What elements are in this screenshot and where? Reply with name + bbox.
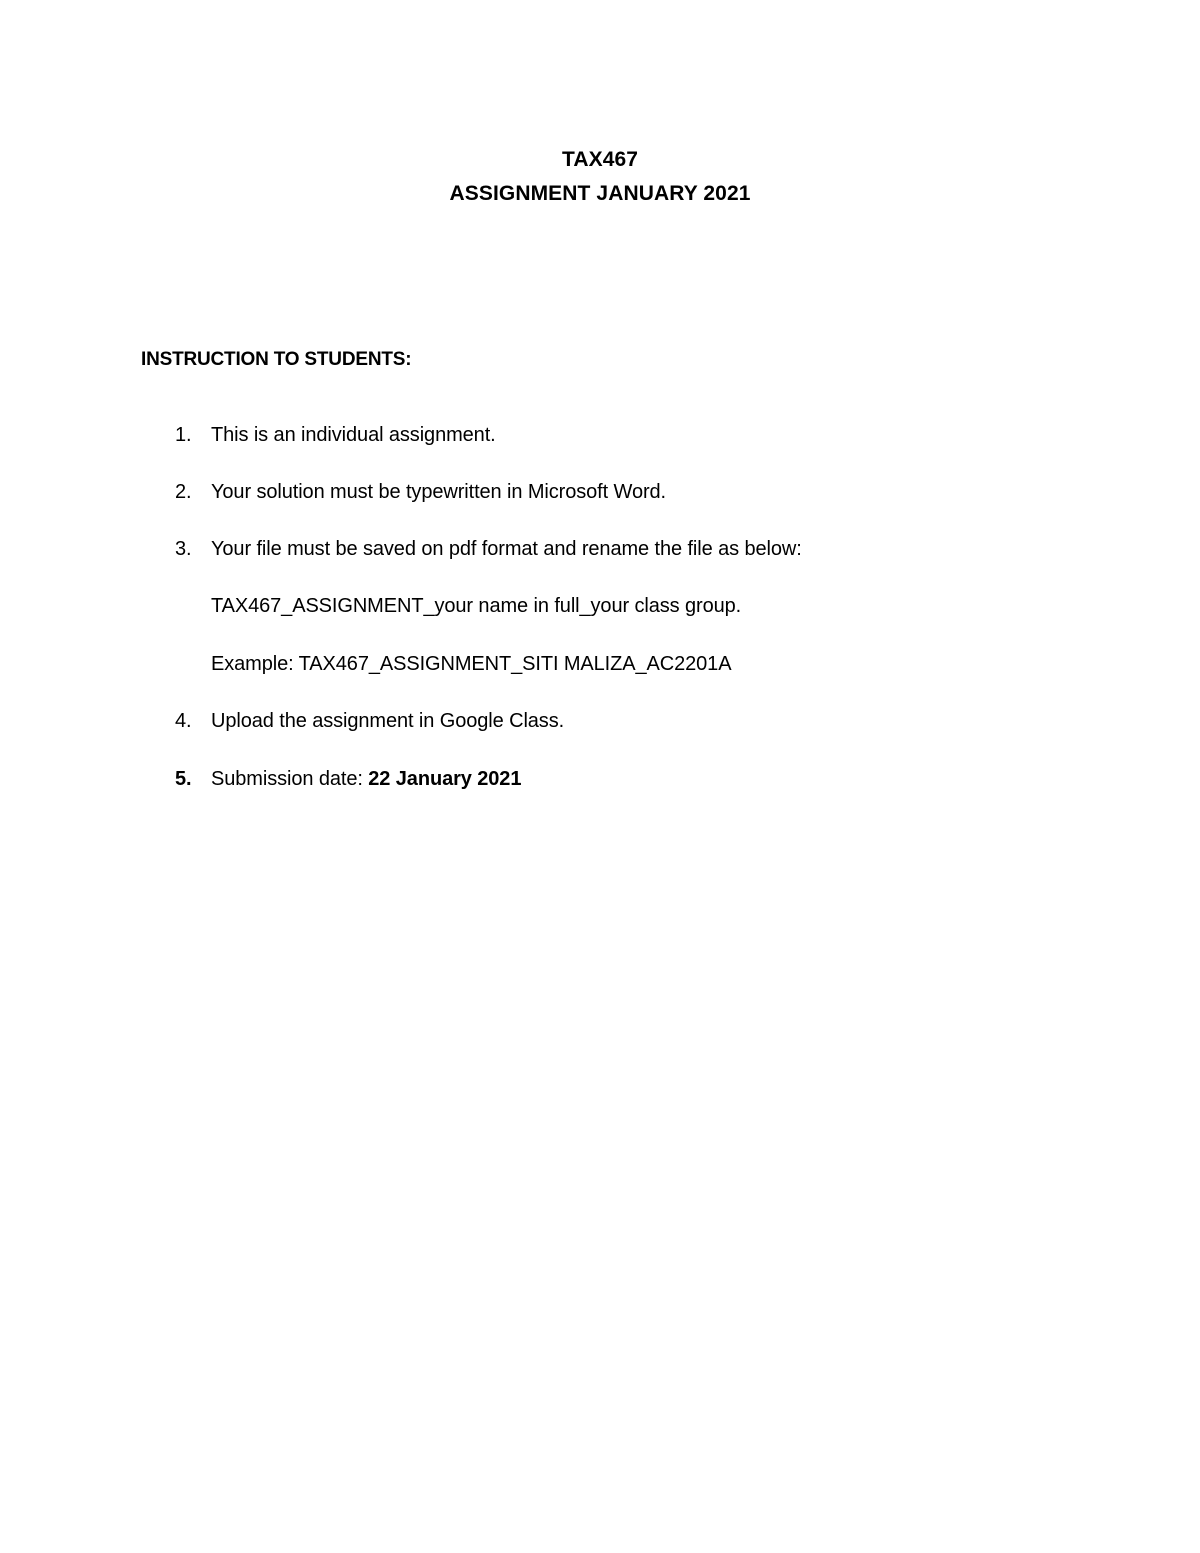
submission-date-label: Submission date: xyxy=(211,768,369,790)
list-item-text: This is an individual assignment. xyxy=(211,424,496,446)
list-item-text: Your file must be saved on pdf format and rename the file as below: xyxy=(211,538,802,560)
list-item-number: 2. xyxy=(175,481,192,503)
course-code-title: TAX467 xyxy=(561,148,639,171)
instruction-heading: INSTRUCTION TO STUDENTS: xyxy=(141,349,412,370)
assignment-title: ASSIGNMENT JANUARY 2021 xyxy=(449,182,751,205)
filename-example: Example: TAX467_ASSIGNMENT_SITI MALIZA_AC2201A xyxy=(211,653,732,675)
list-item-text: Your solution must be typewritten in Microsoft Word. xyxy=(211,481,667,503)
list-item-number: 5. xyxy=(175,768,192,790)
list-item-number: 4. xyxy=(175,710,192,732)
filename-format: TAX467_ASSIGNMENT_your name in full_your class group. xyxy=(211,595,742,617)
list-item-number: 1. xyxy=(175,424,192,446)
list-item-text xyxy=(211,765,521,793)
submission-date-value: 22 January 2021 xyxy=(368,768,522,790)
list-item-text: Upload the assignment in Google Class. xyxy=(211,710,565,732)
list-item-number: 3. xyxy=(175,538,192,560)
